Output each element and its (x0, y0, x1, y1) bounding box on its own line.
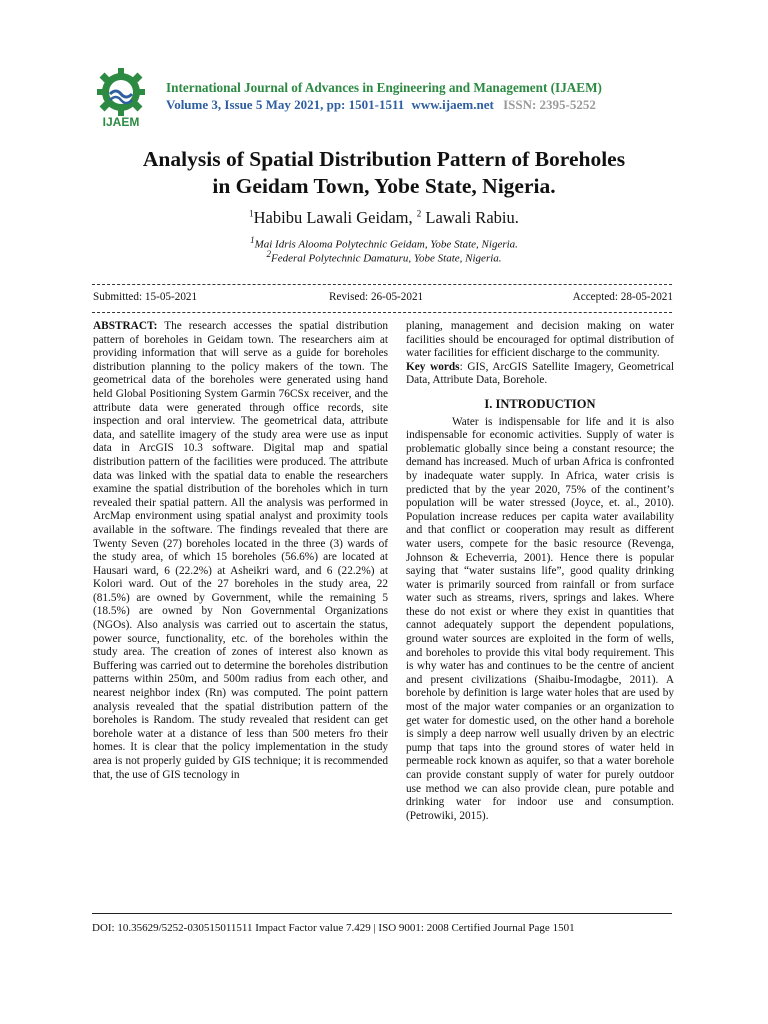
accepted-date: Accepted: 28-05-2021 (572, 291, 673, 303)
journal-issue-line (166, 97, 726, 113)
journal-issue: Volume 3, Issue 5 May 2021, pp: 1501-1511 (166, 97, 405, 112)
page-footer: DOI: 10.35629/5252-030515011511 Impact Factor value 7.429 | ISO 9001: 2008 Certified Journal Page 1501 (92, 922, 575, 934)
dates-row (93, 291, 673, 307)
left-column (93, 320, 388, 782)
paper-title-line-1: Analysis of Spatial Distribution Pattern of Boreholes (142, 147, 626, 171)
keywords-label: Key words (406, 360, 460, 373)
author-1: Habibu Lawali Geidam, (253, 208, 417, 227)
keywords-text: : GIS, ArcGIS Satellite Imagery, Geometrical Data, Attribute Data, Borehole. (406, 360, 675, 387)
author-2: Lawali Rabiu. (421, 208, 519, 227)
aff2-sup: 2 (266, 249, 271, 259)
abstract-continuation: planing, management and decision making on water facilities should be encouraged for optimal distribution of water facilities for efficient discharge to the community. (406, 320, 674, 360)
submitted-date: Submitted: 15-05-2021 (93, 291, 198, 303)
introduction-text: Water is indispensable for life and it is also indispensable for economic activities. Supply of water is problematic globally since being a constant resource; the demand has increased. Much of urban Africa is confronted by inadequate water supply. In Africa, water crisis is predicted that by the year 2020, 75% of the continent’s population will be water stressed (Joyce, et. al., 2010). Population increase reduces per capita water availability and that conflict or cooperation may result as different water users, compete for the basic resource (Revenga, Johnson & Echeverria, 2001). Hence there is popular saying that “water sustains life”, good quality drinking water is primarily sourced from rainfall or from surface water such as streams, rivers, springs and lakes. Where these do not exist or where they exist in quantities that cannot adequately support the dependent populations, ground water sources are exploited in the form of wells, and boreholes to provide this vital body requirement. This is why water has and continues to be the centre of ancient and present civilizations (Shaibu-Imodagbe, 2011). A borehole by definition is large water holes that are used by most of the major water companies or an organization to get water for domestic used, on the other hand a borehole is simply a deep narrow well usually driven by an electric pump that taps into the ground stores of water held in permeable rock known as aquifer, so that a water borehole can provide constant supply of water for purely outdoor use method we can also provide clean, pure potable and drinking water for indoor use and consumption. (Petrowiki, 2015). (406, 415, 674, 822)
keywords-paragraph (406, 361, 674, 388)
journal-website-link[interactable]: www.ijaem.net (411, 97, 494, 112)
right-column (406, 320, 674, 823)
author2-sup: 2 (416, 208, 422, 219)
divider-top (92, 284, 672, 285)
paper-title (60, 146, 708, 200)
journal-header (166, 80, 726, 113)
aff1-text: Mai Idris Alooma Polytechnic Geidam, Yobe State, Nigeria. (254, 238, 518, 251)
aff2-text: Federal Polytechnic Damaturu, Yobe State, Nigeria. (270, 252, 502, 265)
logo-text: IJAEM (102, 115, 140, 128)
ijaem-logo-icon (86, 66, 156, 128)
aff1-sup: 1 (250, 235, 255, 245)
abstract-paragraph (93, 320, 388, 782)
footer-rule (92, 913, 672, 914)
affiliation-2 (60, 249, 708, 265)
paper-title-line-2: in Geidam Town, Yobe State, Nigeria. (212, 174, 556, 198)
revised-date: Revised: 26-05-2021 (329, 291, 424, 303)
divider-bottom (92, 312, 672, 313)
introduction-heading: I. INTRODUCTION (484, 396, 596, 411)
abstract-text: The research accesses the spatial distribution pattern of boreholes in Geidam town. The researchers aim at providing information that will serve as a guide for boreholes distribution planning to the policy makers of the town. The geometrical data of the boreholes were generated using hand held Global Positioning System Garmin 76CSx receiver, and the attribute data were generated through office records, site inspection and oral interview. The geometrical data, attribute data, and satellite imagery of the study area were use as input data in ArcGIS 10.3 software. Digital map and spatial distribution pattern of the facilities were produced. The attribute data was linked with the spatial data to enable the researchers examine the spatial distribution of the boreholes which in turn revealed their spatial pattern. All the analysis was performed in ArcMap environment using spatial analyst and proximity tools available in the software. The findings revealed that there are Twenty Seven (27) boreholes located in the three (3) wards of the study area, of which 15 boreholes (56.6%) are located at Hausari ward, 6 (22.2%) at Asheikri ward, and 6 (22.2%) at Kolori ward. Out of the 27 boreholes in the study area, 22 (81.5%) are owned by Government, while the remaining 5 (18.5%) are owned by Non Governmental Organizations (NGOs). Also analysis was carried out to ascertain the status, power source, functionality, etc. of the boreholes within the study area. The creation of zones of interest also known as Buffering was carried out to determine the boreholes distribution patterns within 250m, and 500m radius from each other, and nearest neighbor index (Rn) was computed. The point pattern analysis revealed that the spatial distribution pattern of the boreholes is Random. The study revealed that resident can get borehole water at a distance of less than 500 meters fro their homes. It is clear that the policy implementation in the study area is not properly guided by GIS technique; it is recommended that, the use of GIS tecnology in (93, 320, 388, 781)
authors (60, 208, 708, 228)
author1-sup: 1 (249, 208, 254, 219)
journal-issn: ISSN: 2395-5252 (503, 97, 596, 112)
journal-name: International Journal of Advances in Engineering and Management (IJAEM) (166, 80, 602, 95)
abstract-label: ABSTRACT: (93, 320, 158, 332)
